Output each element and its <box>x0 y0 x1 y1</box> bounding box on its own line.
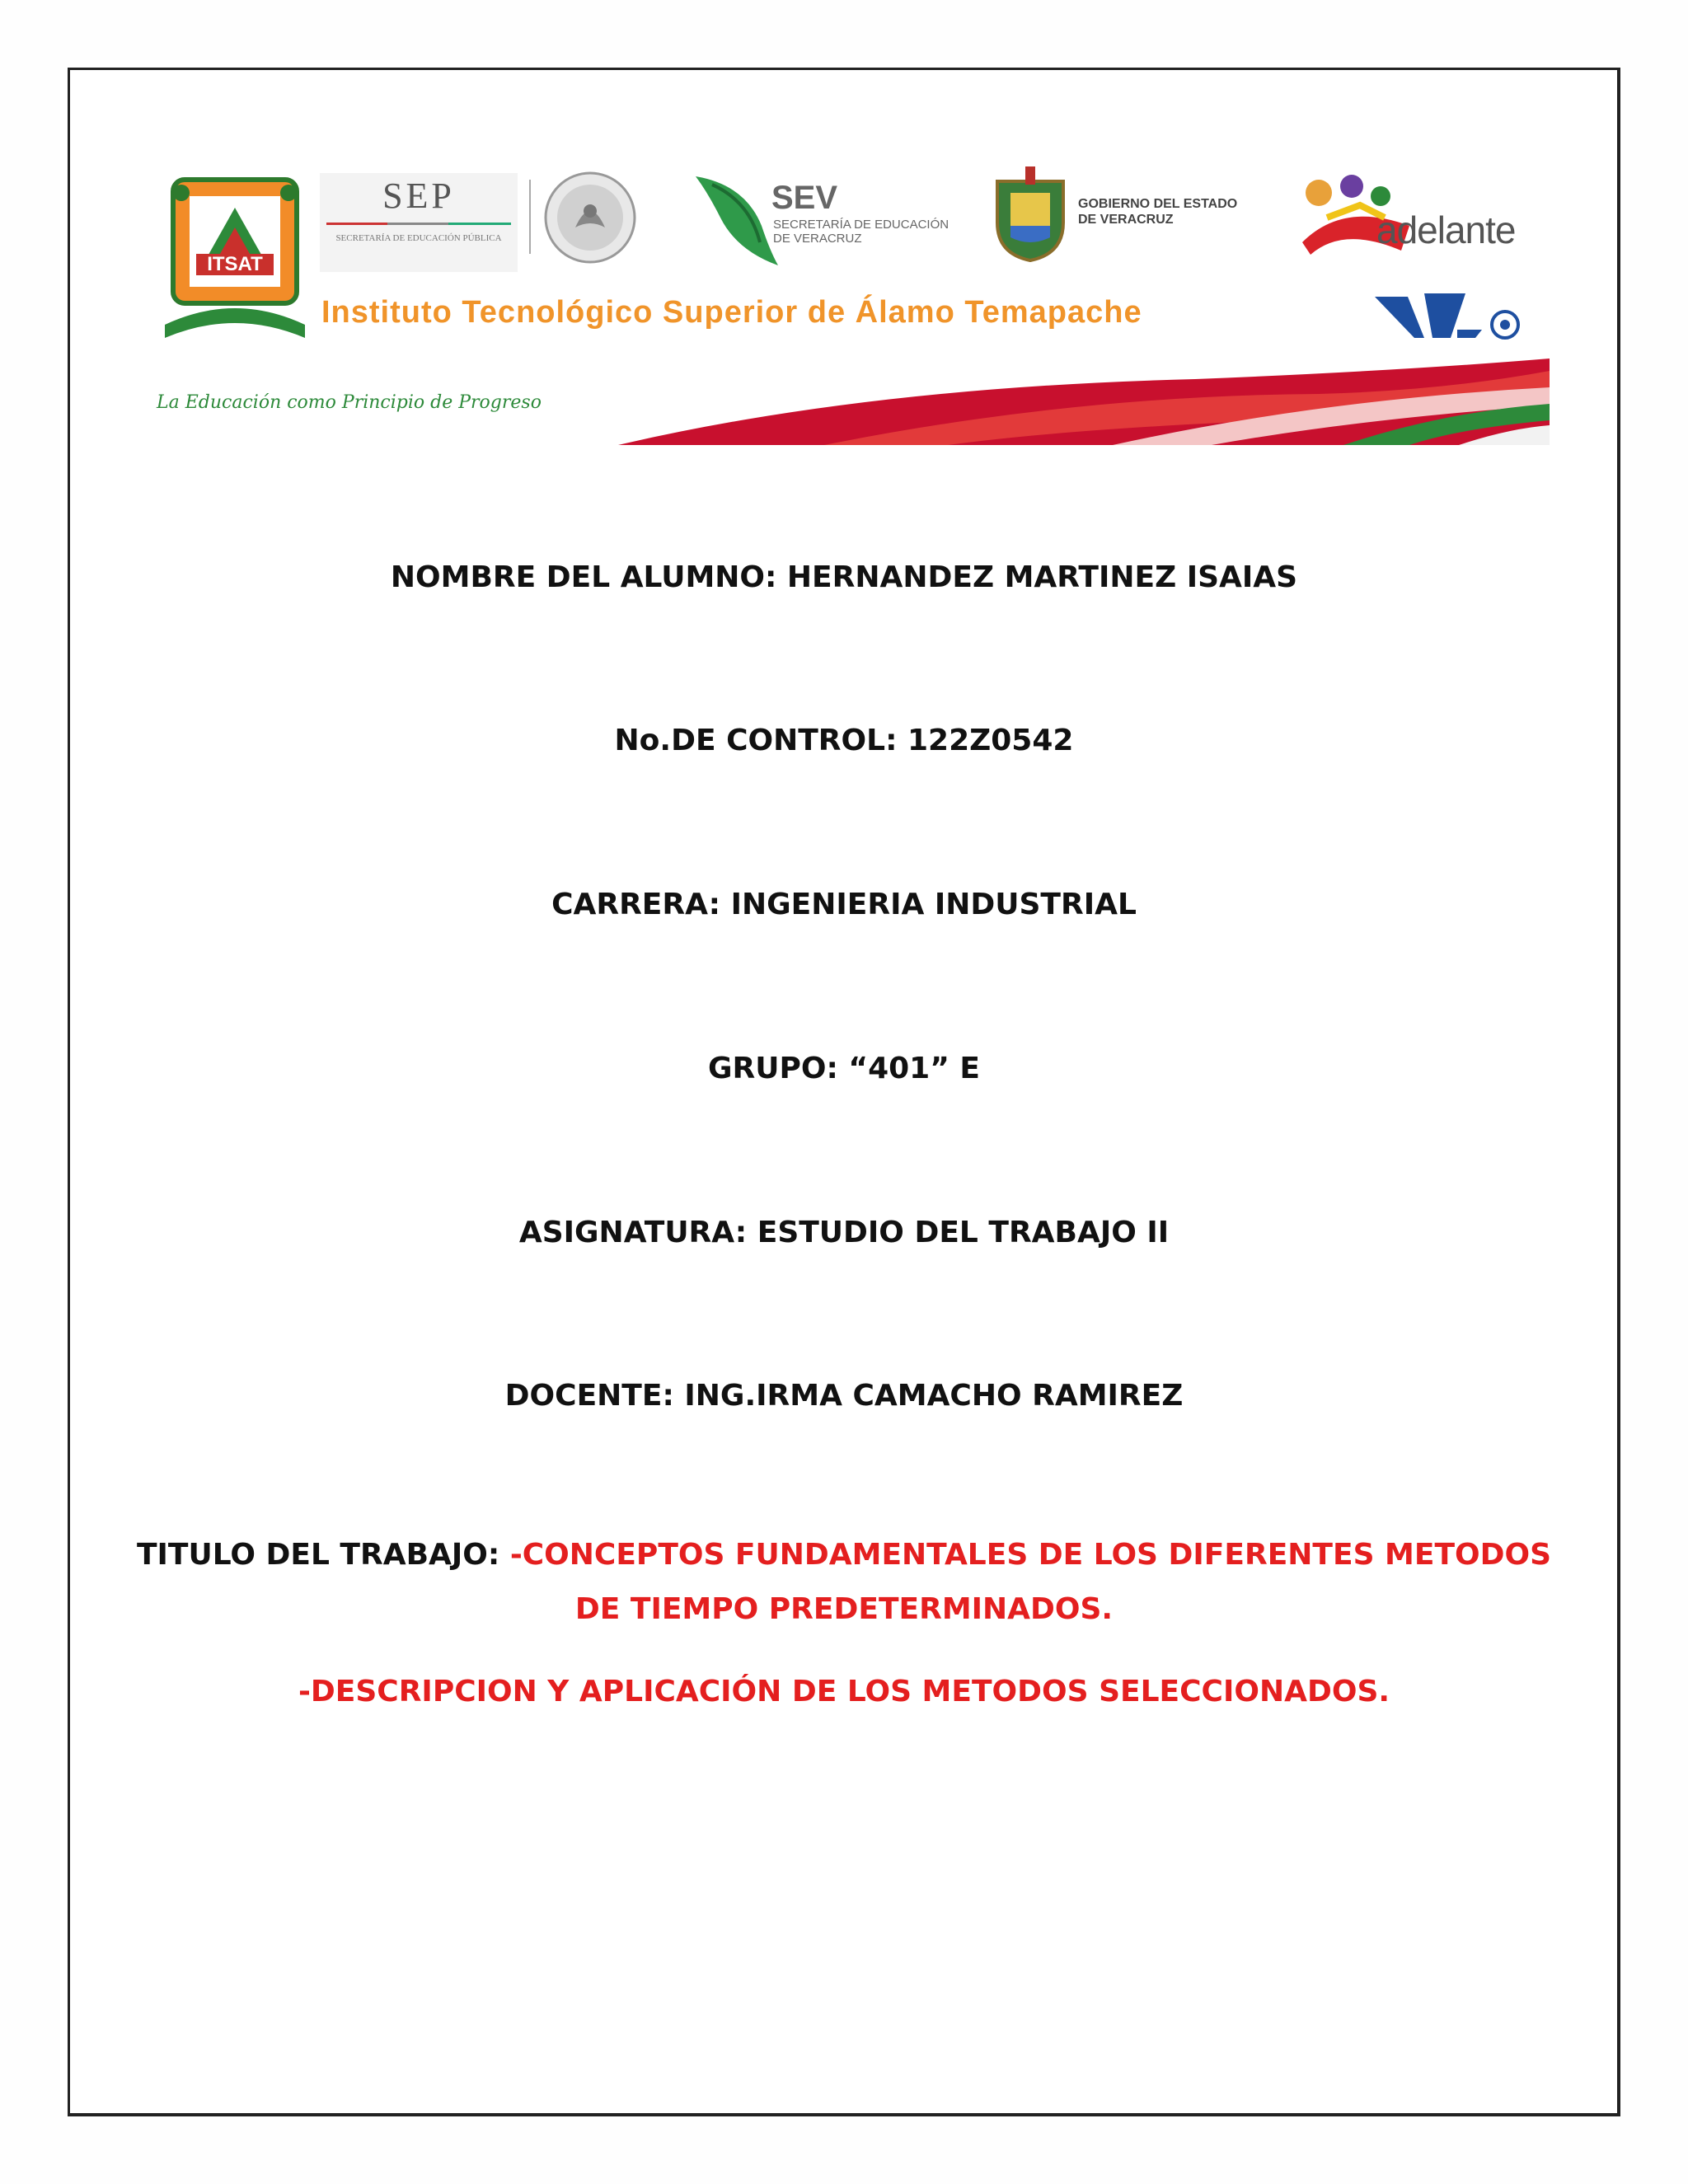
sep-logo-text: SEP <box>382 176 455 216</box>
logo-divider <box>529 180 531 254</box>
subject: ASIGNATURA: ESTUDIO DEL TRABAJO II <box>518 1216 1170 1249</box>
teacher: DOCENTE: ING.IRMA CAMACHO RAMIREZ <box>504 1379 1184 1413</box>
mexico-seal-icon <box>542 170 638 265</box>
work-title-label: TITULO DEL TRABAJO: <box>136 1538 510 1572</box>
sev-logo-text: SEV <box>771 180 838 216</box>
decorative-swoosh <box>618 354 1550 445</box>
header-banner <box>157 157 1550 453</box>
veracruz-shield-icon <box>989 165 1071 264</box>
adelante-logo-text: adelante <box>1376 209 1516 251</box>
itsat-logo-text: ITSAT <box>207 253 263 275</box>
gobierno-veracruz-text: GOBIERNO DEL ESTADO DE VERACRUZ <box>1078 197 1238 227</box>
work-title-dash: - <box>509 1538 523 1572</box>
work-title-part3: -DESCRIPCION Y APLICACIÓN DE LOS METODOS SELECCIONADOS. <box>298 1675 1390 1708</box>
sev-subtitle: SECRETARÍA DE EDUCACIÓN DE VERACRUZ <box>773 218 950 246</box>
control-number: No.DE CONTROL: 122Z0542 <box>614 724 1074 757</box>
career: CARRERA: INGENIERIA INDUSTRIAL <box>551 888 1137 921</box>
student-name: NOMBRE DEL ALUMNO: HERNANDEZ MARTINEZ ISAIAS <box>390 560 1298 594</box>
sep-subtitle: SECRETARÍA DE EDUCACIÓN PÚBLICA <box>335 233 502 243</box>
sep-tricolor-line <box>326 223 511 225</box>
group: GRUPO: “401” E <box>707 1052 980 1085</box>
work-title-line1 <box>68 1538 1620 1572</box>
work-title-part2: DE TIEMPO PREDETERMINADOS. <box>574 1592 1114 1626</box>
itsat-logo <box>157 168 313 349</box>
institute-name: Instituto Tecnológico Superior de Álamo Temapache <box>321 295 1142 330</box>
motto: La Educación como Principio de Progreso <box>157 392 542 413</box>
work-title-part1: CONCEPTOS FUNDAMENTALES DE LOS DIFERENTES METODOS <box>522 1538 1552 1572</box>
sep-logo <box>320 173 518 272</box>
tecnm-emblem-icon <box>1375 288 1523 354</box>
